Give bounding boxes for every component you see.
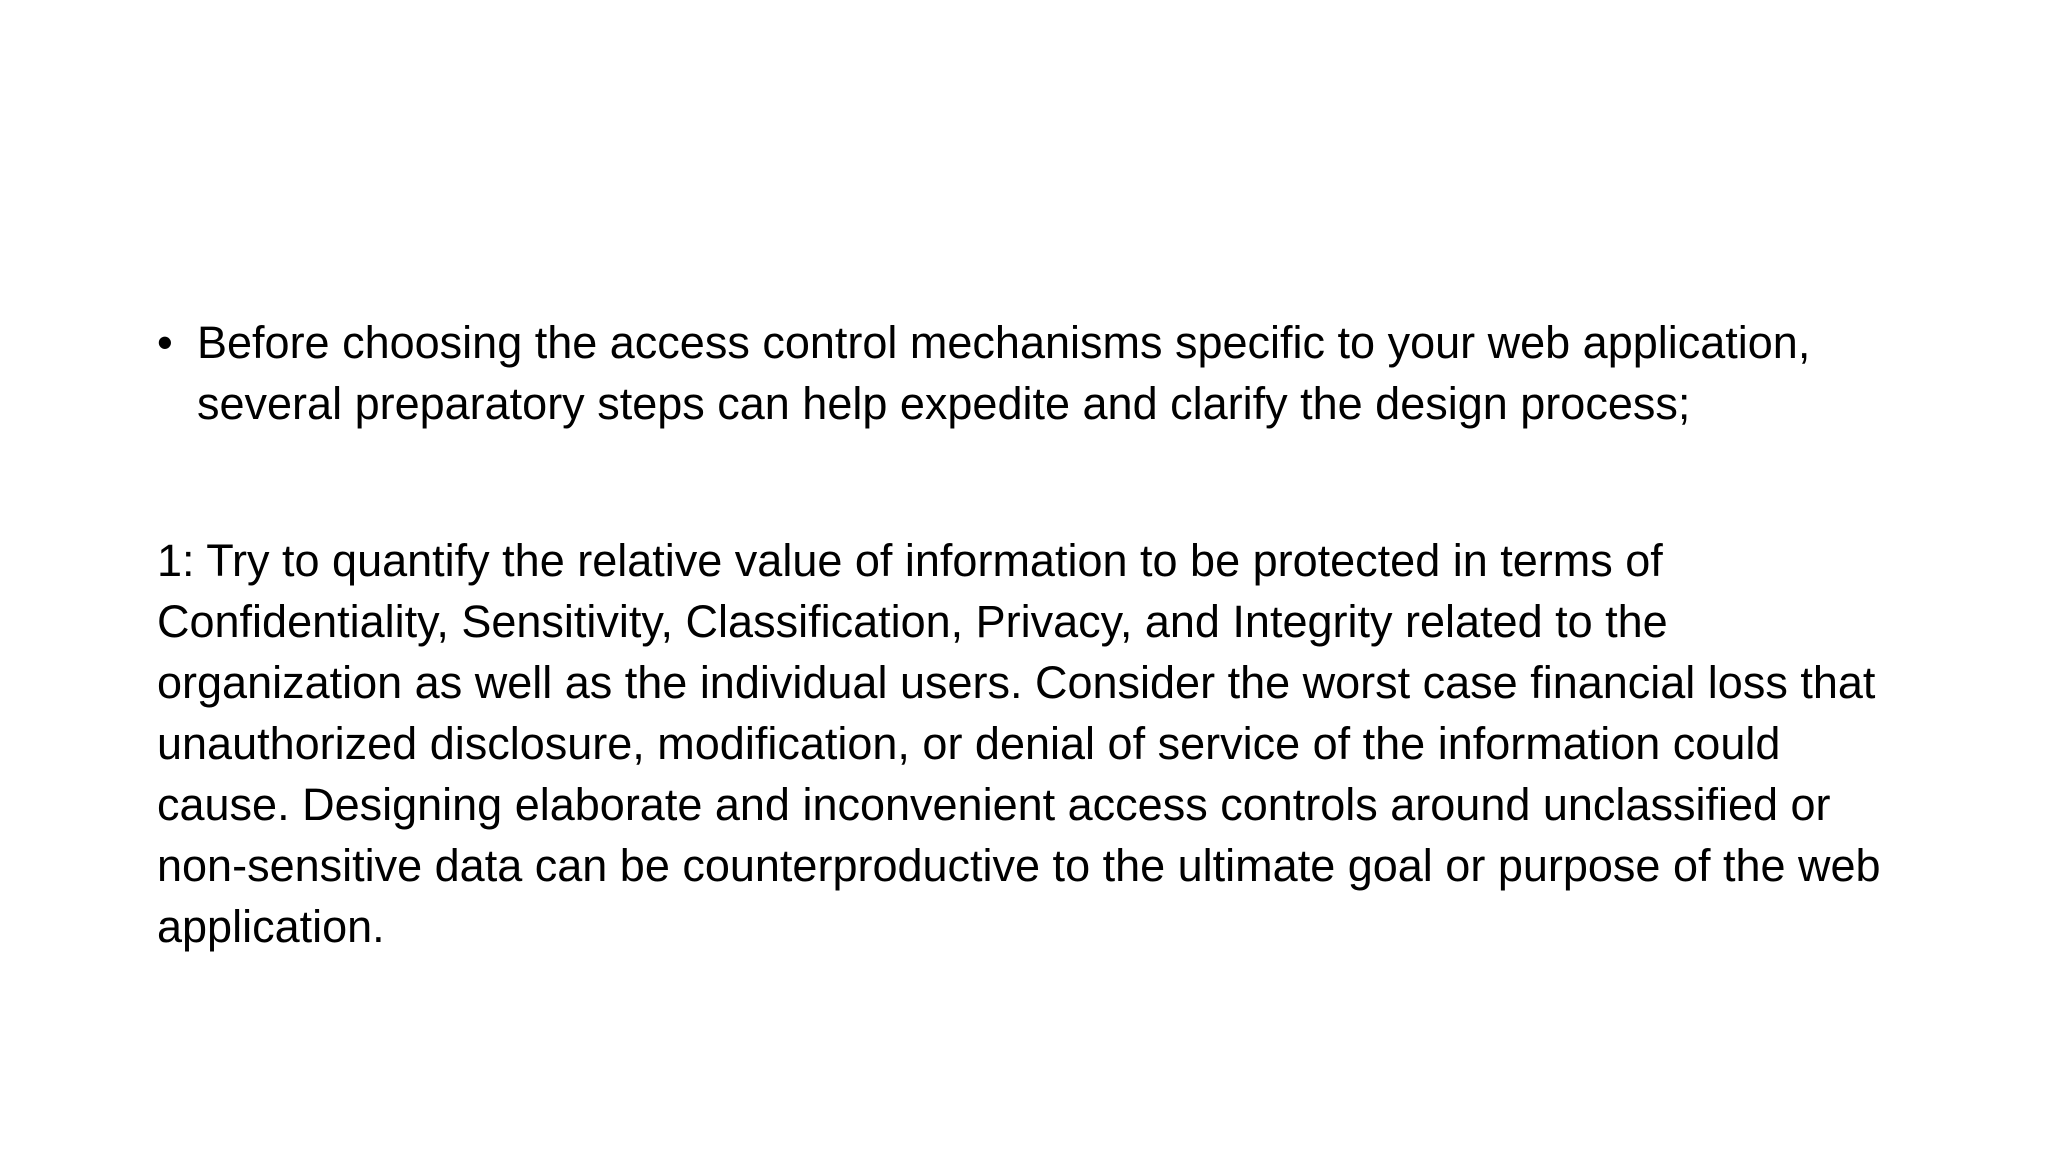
paragraph-spacer [157,434,1917,530]
slide-body [157,312,1917,957]
step-1-paragraph: 1: Try to quantify the relative value of information to be protected in terms of Confidentiality, Sensitivity, Classification, Privacy, and Integrity related to the organization as well as the individual users. Consider the worst case financial loss that unauthorized disclosure, modification, or denial of service of the information could cause. Designing elaborate and inconvenient access controls around unclassified or non-sensitive data can be counterproductive to the ultimate goal or purpose of the web application. [157,535,1881,952]
bullet-item [157,312,1917,434]
bullet-text: Before choosing the access control mechanisms specific to your web application, several preparatory steps can help expedite and clarify the design process; [197,317,1811,429]
bullet-dot-icon: • [157,317,173,368]
